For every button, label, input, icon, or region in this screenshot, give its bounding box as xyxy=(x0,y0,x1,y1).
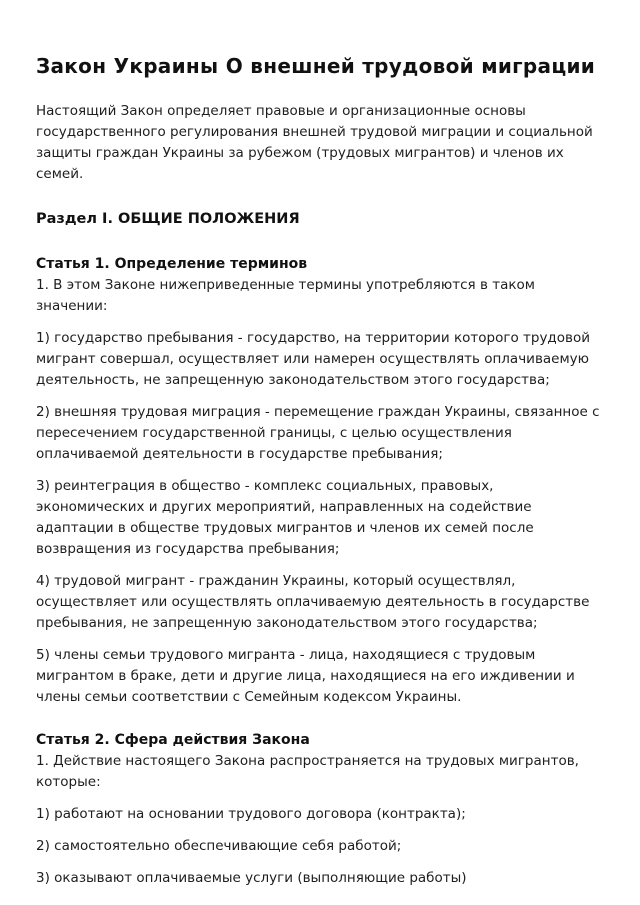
section-heading: Раздел I. ОБЩИЕ ПОЛОЖЕНИЯ xyxy=(36,211,300,227)
article-1-item: 4) трудовой мигрант - гражданин Украины, который осуществлял, осуществляет или осуществлять оплачиваемую деятельность в государстве пребывания, не запрещенную законодательством этого государства; xyxy=(36,573,590,631)
intro-paragraph: Настоящий Закон определяет правовые и организационные основы государственного регулирования внешней трудовой миграции и социальной защиты граждан Украины за рубежом (трудовых мигрантов) и членов их семей. xyxy=(36,103,593,182)
article-2-heading: Статья 2. Сфера действия Закона xyxy=(36,732,310,748)
article-1-lead: 1. В этом Законе нижеприведенные термины употребляются в таком значении: xyxy=(36,277,535,314)
article-2-lead: 1. Действие настоящего Закона распространяется на трудовых мигрантов, которые: xyxy=(36,753,579,790)
document-title: Закон Украины О внешней трудовой миграции xyxy=(36,54,596,78)
article-2-item: 2) самостоятельно обеспечивающие себя работой; xyxy=(36,838,402,854)
article-2-item: 1) работают на основании трудового договора (контракта); xyxy=(36,806,466,822)
article-1-heading: Статья 1. Определение терминов xyxy=(36,256,308,272)
article-1-item: 3) реинтеграция в общество - комплекс социальных, правовых, экономических и других мероприятий, направленных на содействие адаптации в обществе трудовых мигрантов и членов их семей после возвращения из государства пребывания; xyxy=(36,478,534,557)
article-1-item: 1) государство пребывания - государство, на территории которого трудовой мигрант совершал, осуществляет или намерен осуществлять оплачиваемую деятельность, не запрещенную законодательством этого государства; xyxy=(36,330,591,388)
article-2-item: 3) оказывают оплачиваемые услуги (выполняющие работы) xyxy=(36,870,467,886)
article-1 xyxy=(36,254,606,708)
article-1-item: 5) члены семьи трудового мигранта - лица, находящиеся с трудовым мигрантом в браке, дети и другие лица, находящиеся на его иждивении и члены семьи соответствии с Семейным кодексом Украины. xyxy=(36,647,575,705)
article-1-item: 2) внешняя трудовая миграция - перемещение граждан Украины, связанное с пересечением государственной границы, с целью осуществления оплачиваемой деятельности в государстве пребывания; xyxy=(36,404,600,462)
article-2 xyxy=(36,730,606,889)
